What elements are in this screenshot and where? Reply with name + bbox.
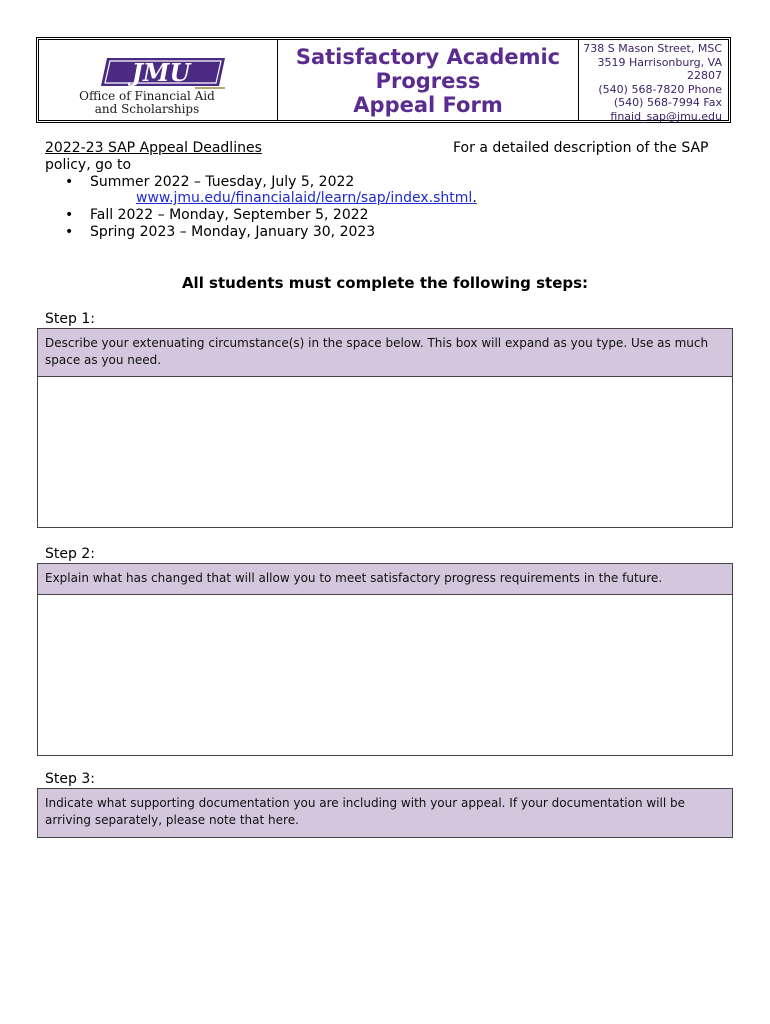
office-name-line-1: Office of Financial Aid — [79, 89, 215, 103]
fax-line: (540) 568-7994 Fax — [613, 96, 722, 109]
step-2-prompt: Explain what has changed that will allow you to meet satisfactory progress requirements in the future. — [38, 564, 732, 595]
deadlines-heading: 2022-23 SAP Appeal Deadlines — [45, 140, 262, 156]
title-cell — [278, 40, 579, 120]
jmu-logo — [97, 52, 229, 92]
office-name-line-2: and Scholarships — [94, 102, 200, 116]
sap-policy-link-row — [136, 190, 477, 207]
address-line: 738 S Mason Street, MSC — [583, 42, 722, 55]
form-header — [36, 37, 731, 123]
deadline-text: Spring 2023 – Monday, January 30, 2023 — [90, 224, 376, 240]
bullet-icon: • — [65, 207, 74, 223]
step-3-box — [37, 788, 733, 838]
step-1-prompt: Describe your extenuating circumstance(s) in the space below. This box will expand as you type. Use as much space as you need. — [38, 329, 732, 377]
address-line: 3519 Harrisonburg, VA — [597, 55, 722, 69]
email-line[interactable]: finaid_sap@jmu.edu — [610, 109, 722, 123]
form-title-line-1: Satisfactory Academic — [295, 45, 561, 69]
sap-description-text: For a detailed description of the SAP — [453, 140, 709, 156]
form-title-line-2: Progress — [375, 69, 481, 93]
step-1-label: Step 1: — [45, 311, 95, 327]
policy-text: policy, go to — [45, 157, 132, 173]
logo-cell — [39, 40, 278, 120]
link-period: . — [472, 190, 477, 206]
logo-text: JMU — [131, 58, 191, 87]
step-2-box — [37, 563, 733, 756]
step-3-label: Step 3: — [45, 771, 95, 787]
phone-line: (540) 568-7820 Phone — [598, 82, 722, 96]
bullet-icon: • — [65, 174, 74, 190]
deadline-text: Summer 2022 – Tuesday, July 5, 2022 — [90, 174, 355, 190]
step-3-prompt: Indicate what supporting documentation you are including with your appeal. If your documentation will be arriving separately, please note that here. — [38, 789, 732, 837]
deadline-text: Fall 2022 – Monday, September 5, 2022 — [90, 207, 369, 223]
address-cell — [579, 40, 728, 123]
step-2-label: Step 2: — [45, 546, 95, 562]
bullet-icon: • — [65, 224, 74, 240]
step-1-response-field[interactable] — [38, 377, 732, 527]
form-title-line-3: Appeal Form — [353, 93, 503, 117]
sap-policy-link[interactable]: www.jmu.edu/financialaid/learn/sap/index.shtml — [136, 190, 473, 206]
step-2-response-field[interactable] — [38, 595, 732, 755]
address-line: 22807 — [687, 69, 722, 82]
step-1-box — [37, 328, 733, 528]
instructions-heading: All students must complete the following steps: — [181, 274, 589, 292]
